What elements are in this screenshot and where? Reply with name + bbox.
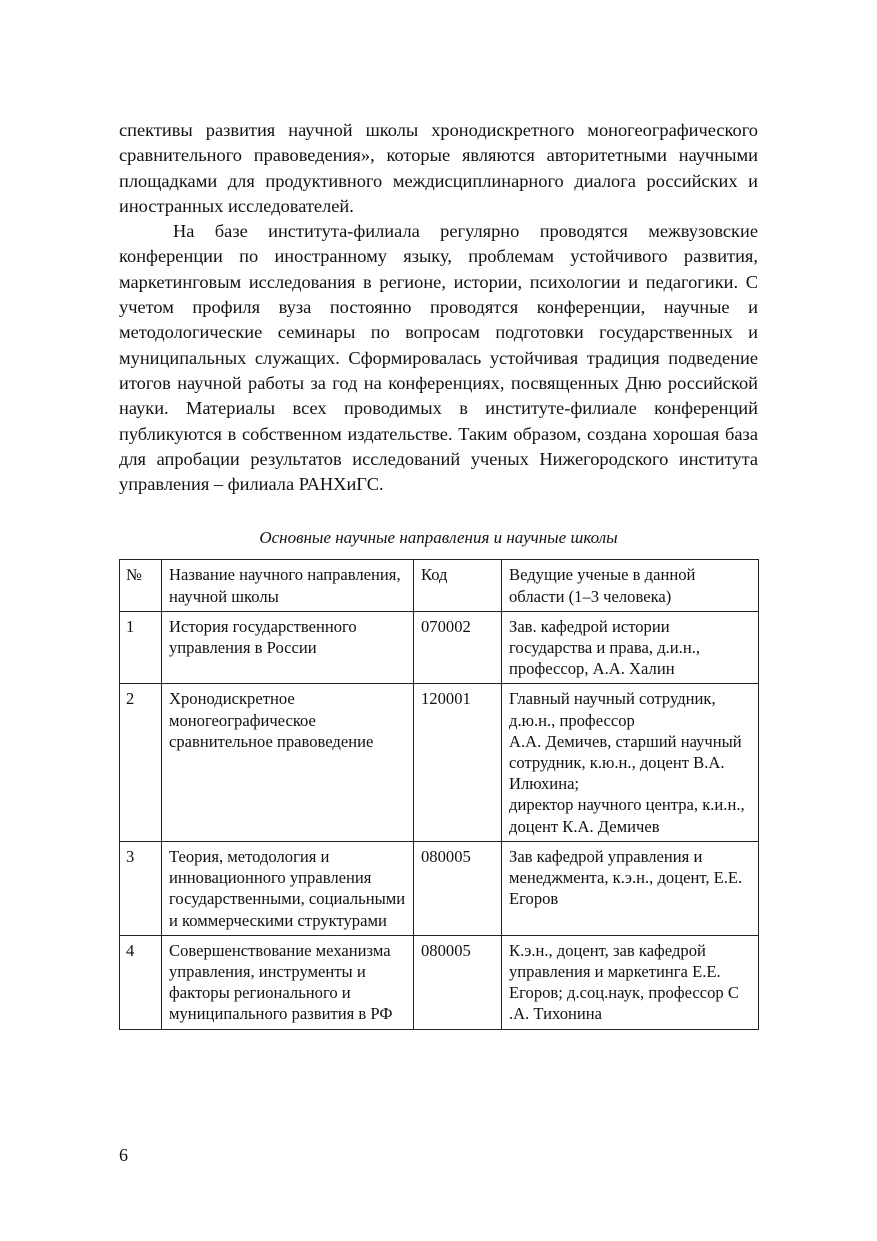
table-caption: Основные научные направления и научные школы	[259, 528, 618, 548]
science-table	[119, 559, 759, 1029]
table-row	[120, 684, 759, 841]
table-row	[120, 841, 759, 935]
row-code: 120001	[414, 684, 502, 841]
table-header-row	[120, 560, 759, 611]
row-scientists	[502, 684, 759, 841]
header-name: Название научного направления, научной школы	[162, 560, 414, 611]
row-scientists: Зав кафедрой управления и менеджмента, к.э.н., доцент, Е.Е. Егоров	[502, 841, 759, 935]
header-num: №	[120, 560, 162, 611]
row-name: История государственного управления в России	[162, 611, 414, 684]
table-row	[120, 935, 759, 1029]
paragraph-2: На базе института-филиала регулярно проводятся межвузовские конференции по иностранному языку, проблемам устойчивого развития, маркетинговым исследования в регионе, истории, психологии и педагогики. С учетом профиля вуза постоянно проводятся конференции, научные и методологические семинары по вопросам подготовки государственных и муниципальных служащих. Сформировалась устойчивая традиция подведение итогов научной работы за год на конференциях, посвященных Дню российской науки. Материалы всех проводимых в институте-филиале конференций публикуются в собственном издательстве. Таким образом, создана хорошая база для апробации результатов исследований ученых Нижегородского института управления – филиала РАНХиГС.	[119, 221, 758, 495]
header-code: Код	[414, 560, 502, 611]
row-num: 2	[120, 684, 162, 841]
row-name: Хронодискретное моногеографическое сравнительное правоведение	[162, 684, 414, 841]
row-name: Теория, методология и инновационного управления государственными, социальными и коммерческими структурами	[162, 841, 414, 935]
scientist-line: Главный научный сотрудник, д.ю.н., профессор	[509, 689, 716, 730]
row-num: 3	[120, 841, 162, 935]
row-scientists: К.э.н., доцент, зав кафедрой управления и маркетинга Е.Е. Егоров; д.соц.наук, профессор С .А. Тихонина	[502, 935, 759, 1029]
row-scientists: Зав. кафедрой истории государства и права, д.и.н., профессор, А.А. Халин	[502, 611, 759, 684]
page-body	[119, 118, 758, 1030]
row-name: Совершенствование механизма управления, инструменты и факторы регионального и муниципального развития в РФ	[162, 935, 414, 1029]
paragraph-1: спективы развития научной школы хронодискретного моногеографического сравнительного правоведения», которые являются авторитетными научными площадками для продуктивного междисциплинарного диалога российских и иностранных исследователей.	[119, 120, 758, 216]
row-num: 4	[120, 935, 162, 1029]
row-code: 070002	[414, 611, 502, 684]
row-code: 080005	[414, 935, 502, 1029]
page-number: 6	[119, 1145, 128, 1165]
header-scientists: Ведущие ученые в данной области (1–3 человека)	[502, 560, 759, 611]
table-row	[120, 611, 759, 684]
scientist-line: директор научного центра, к.и.н., доцент К.А. Демичев	[509, 795, 745, 836]
scientist-line: А.А. Демичев, старший научный сотрудник, к.ю.н., доцент В.А. Илюхина;	[509, 731, 742, 794]
row-code: 080005	[414, 841, 502, 935]
row-num: 1	[120, 611, 162, 684]
